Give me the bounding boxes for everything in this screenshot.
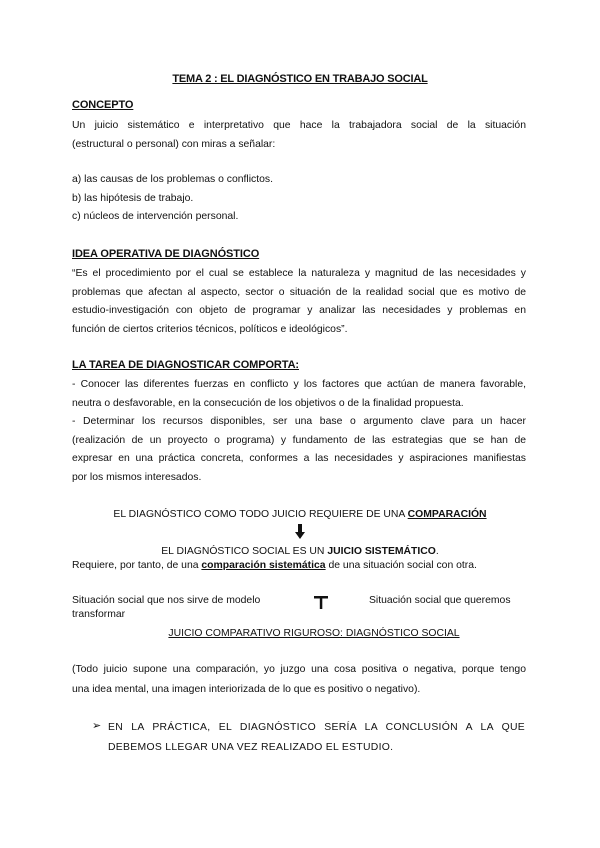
juicio-line-1	[0, 509, 600, 520]
text-line: “Es el procedimiento por el cual se establece la naturaleza y magnitud de las necesidades y	[72, 268, 526, 279]
arrow-down-icon	[295, 524, 305, 540]
tarea-paragraph	[72, 376, 526, 487]
juicio-line-3-emphasis: comparación sistemática	[201, 560, 326, 571]
juicio-line-3-text: Requiere, por tanto, de una	[72, 560, 202, 571]
section-heading-idea-operativa: IDEA OPERATIVA DE DIAGNÓSTICO	[72, 248, 260, 260]
situation-left: Situación social que nos sirve de modelo	[72, 595, 261, 606]
text-line: estudio-investigación con objeto de programar y analizar las necesidades y problemas en	[72, 305, 526, 316]
text-line: problemas que afectan al aspecto, sector o situación de la realidad social que es motivo de	[72, 286, 526, 298]
text-line: (realización de un proyecto o programa) y fundamento de las estrategias que se han de	[72, 434, 526, 446]
juicio-line-2-text: EL DIAGNÓSTICO SOCIAL ES UN	[161, 546, 328, 557]
situation-right: Situación social que queremos	[369, 595, 511, 606]
juicio-line-2-end: .	[435, 546, 439, 557]
text-line: neutra o desfavorable, en la consecución de los objetivos o de la finalidad propuesta.	[72, 397, 464, 409]
idea-paragraph	[72, 265, 526, 339]
text-line: (estructural o personal) con miras a señalar:	[72, 138, 276, 150]
text-line: (Todo juicio supone una comparación, yo juzgo una cosa positiva o negativa, porque tengo	[72, 664, 526, 675]
text-line: - Conocer las diferentes fuerzas en conflicto y los factores que actúan de manera favorable,	[72, 379, 526, 390]
text-line: función de ciertos criterios técnicos, políticos e ideológicos”.	[72, 323, 348, 335]
list-item: b) las hipótesis de trabajo.	[72, 193, 194, 204]
text-line: una idea mental, una imagen interiorizada de lo que es positivo o negativo).	[72, 684, 421, 695]
juicio-line-3	[72, 560, 477, 571]
juicio-line-3-end: de una situación social con otra.	[325, 560, 477, 571]
text-line: Un juicio sistemático e interpretativo que hace la trabajadora social de la situación	[72, 120, 526, 131]
text-line: DEBEMOS LLEGAR UNA VEZ REALIZADO EL ESTUDIO.	[108, 742, 394, 753]
bullet-arrow-icon: ➢	[92, 720, 102, 732]
situation-left-continued: transformar	[72, 609, 126, 620]
concepto-paragraph	[72, 117, 526, 154]
note-paragraph	[72, 660, 526, 700]
juicio-line-1-text: EL DIAGNÓSTICO COMO TODO JUICIO REQUIERE DE UNA	[113, 509, 408, 520]
section-heading-tarea: LA TAREA DE DIAGNOSTICAR COMPORTA:	[72, 359, 299, 371]
t-junction-icon	[313, 594, 329, 610]
juicio-line-2	[0, 546, 600, 557]
text-line: expresar en una práctica concreta, conformes a las necesidades y aspiraciones manifiestas	[72, 453, 526, 464]
list-item: a) las causas de los problemas o conflictos.	[72, 174, 273, 185]
bullet-paragraph	[108, 718, 525, 758]
list-item: c) núcleos de intervención personal.	[72, 211, 239, 222]
conclusion-line: JUICIO COMPARATIVO RIGUROSO: DIAGNÓSTICO SOCIAL	[168, 628, 460, 639]
page-title: TEMA 2 : EL DIAGNÓSTICO EN TRABAJO SOCIAL	[172, 73, 428, 85]
juicio-line-1-emphasis: COMPARACIÓN	[407, 509, 487, 520]
text-line: por los mismos interesados.	[72, 471, 202, 483]
section-heading-concepto: CONCEPTO	[72, 99, 134, 111]
text-line: - Determinar los recursos disponibles, ser una base o argumento clave para un hacer	[72, 416, 526, 427]
juicio-line-2-emphasis: JUICIO SISTEMÁTICO	[327, 546, 436, 557]
text-line: EN LA PRÁCTICA, EL DIAGNÓSTICO SERÍA LA CONCLUSIÓN A LA QUE	[108, 722, 525, 733]
